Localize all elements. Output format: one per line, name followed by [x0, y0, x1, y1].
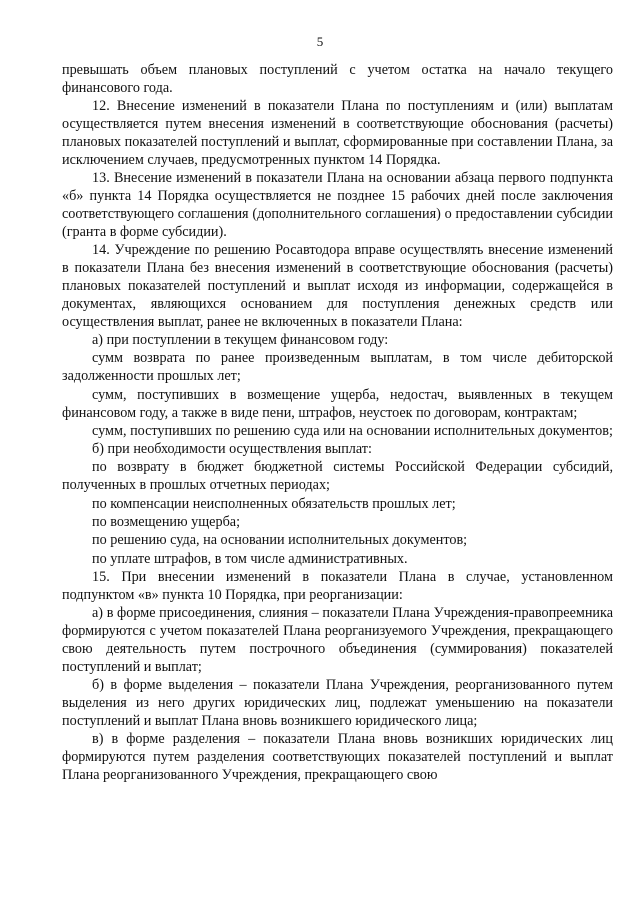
- subparagraph-a: а) в форме присоединения, слияния – показатели Плана Учреждения-правопреемника формируются с учетом показателей Плана реорганизуемого Учреждения, прекращающего свою деятельность путем построчного объединения (суммирования) показателей поступлений и выплат;: [62, 605, 613, 675]
- list-item: сумм, поступивших в возмещение ущерба, недостач, выявленных в текущем финансовом году, а также в виде пени, штрафов, неустоек по договорам, контрактам;: [62, 386, 613, 421]
- paragraph-item-14: 14. Учреждение по решению Росавтодора вправе осуществлять внесение изменений в показатели Плана без внесения изменений в соответствующие обоснования (расчеты) плановых показателей поступлений и выплат исходя из информации, содержащейся в документах, являющихся основанием для поступления денежных средств или осуществления выплат, ранее не включенных в показатели Плана:: [62, 242, 613, 330]
- subparagraph-v: в) в форме разделения – показатели Плана вновь возникших юридических лиц формируются путем разделения соответствующих показателей поступлений и выплат Плана реорганизованного Учреждения, прекращающего свою: [62, 731, 613, 783]
- list-item: по компенсации неисполненных обязательств прошлых лет;: [92, 495, 456, 512]
- list-item: по возмещению ущерба;: [92, 513, 241, 530]
- list-item: по уплате штрафов, в том числе административных.: [92, 550, 408, 567]
- list-item: по возврату в бюджет бюджетной системы Российской Федерации субсидий, полученных в прошлых отчетных периодах;: [62, 459, 613, 494]
- list-item: сумм возврата по ранее произведенным выплатам, в том числе дебиторской задолженности прошлых лет;: [62, 350, 613, 385]
- list-item: по решению суда, на основании исполнительных документов;: [92, 532, 468, 549]
- paragraph-item-13: 13. Внесение изменений в показатели Плана на основании абзаца первого подпункта «б» пункта 14 Порядка осуществляется не позднее 15 рабочих дней после заключения соответствующего соглашения (дополнительного соглашения) о предоставлении субсидии (гранта в форме субсидии).: [62, 170, 613, 240]
- subparagraph-b: б) в форме выделения – показатели Плана Учреждения, реорганизованного путем выделения из него других юридических лиц, подлежат уменьшению на показатели поступлений и выплат Плана вновь возникшего юридического лица;: [62, 677, 613, 729]
- list-item: сумм, поступивших по решению суда или на основании исполнительных документов;: [92, 422, 613, 439]
- subparagraph-a: а) при поступлении в текущем финансовом году:: [92, 332, 389, 349]
- page-number: 5: [316, 34, 324, 49]
- paragraph-item-12: 12. Внесение изменений в показатели Плана по поступлениям и (или) выплатам осуществляется путем внесения изменений в соответствующие обоснования (расчеты) плановых показателей поступлений и выплат, сформированные при составлении Плана, за исключением случаев, предусмотренных пунктом 14 Порядка.: [62, 98, 613, 168]
- paragraph-continuation: превышать объем плановых поступлений с учетом остатка на начало текущего финансового года.: [62, 62, 613, 96]
- subparagraph-b: б) при необходимости осуществления выплат:: [92, 441, 372, 458]
- paragraph-item-15: 15. При внесении изменений в показатели Плана в случае, установленном подпунктом «в» пункта 10 Порядка, при реорганизации:: [62, 568, 613, 603]
- document-body: [62, 62, 613, 785]
